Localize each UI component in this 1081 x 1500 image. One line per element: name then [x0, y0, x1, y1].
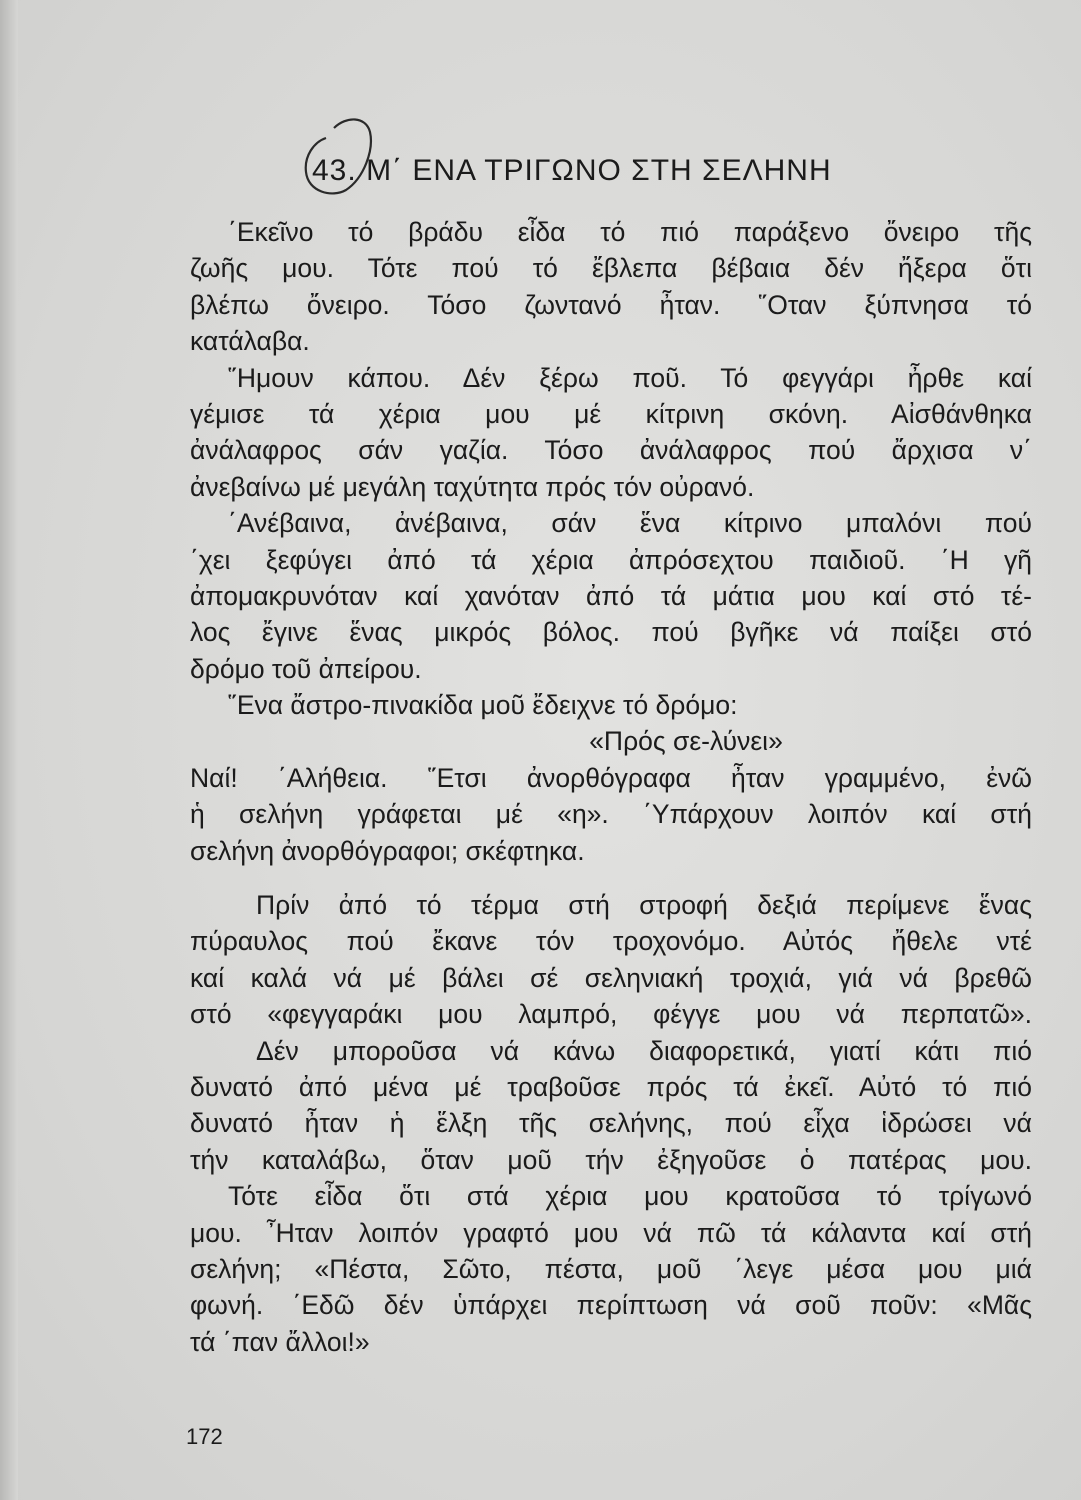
sign-text-line: «Πρός σε-λύνει»: [589, 726, 783, 757]
text-line: Ναί! ΄Αλήθεια. ῞Ετσι ἀνορθόγραφα ἦταν γραμμένο, ἐνῶ: [190, 762, 1032, 793]
text-line: ἀνεβαίνω μέ μεγάλη ταχύτητα πρός τόν οὐρανό.: [190, 471, 755, 502]
text-line: λος ἔγινε ἕνας μικρός βόλος. πού βγῆκε νά παίξει στό: [190, 617, 1032, 648]
text-line: Τότε εἶδα ὅτι στά χέρια μου κρατοῦσα τό τρίγωνό: [228, 1181, 1032, 1212]
text-line: ΄Εκεῖνο τό βράδυ εἶδα τό πιό παράξενο ὄνειρο τῆς: [228, 217, 1032, 247]
text-line: Δέν μποροῦσα νά κάνω διαφορετικά, γιατί κάτι πιό: [256, 1035, 1032, 1066]
text-line: ἀπομακρυνόταν καί χανόταν ἀπό τά μάτια μου καί στό τέ-: [190, 580, 1032, 611]
text-line: σελήνη ἀνορθόγραφοι; σκέφτηκα.: [190, 835, 585, 866]
text-line: ῞Ενα ἄστρο-πινακίδα μοῦ ἔδειχνε τό δρόμο:: [228, 690, 738, 721]
text-line: ζωῆς μου. Τότε πού τό ἔβλεπα βέβαια δέν ἤξερα ὅτι: [190, 253, 1032, 284]
text-line: σελήνη; «Πέστα, Σῶτο, πέστα, μοῦ ΄λεγε μέσα μου μιά: [190, 1253, 1032, 1284]
text-line: Πρίν ἀπό τό τέρμα στή στροφή δεξιά περίμενε ἕνας: [256, 890, 1032, 921]
text-line: ἀνάλαφρος σάν γαζία. Τόσο ἀνάλαφρος πού ἄρχισα ν΄: [190, 435, 1032, 466]
text-line: καί καλά νά μέ βάλει σέ σεληνιακή τροχιά, γιά νά βρεθῶ: [190, 962, 1032, 993]
text-line: τά ΄παν ἄλλοι!»: [190, 1326, 370, 1357]
text-line: δρόμο τοῦ ἀπείρου.: [190, 653, 422, 684]
page-gutter-shadow: [0, 0, 18, 1500]
text-line: στό «φεγγαράκι μου λαμπρό, φέγγε μου νά περπατῶ».: [190, 999, 1032, 1030]
text-line: βλέπω ὄνειρο. Τόσο ζωντανό ἦταν. ῞Οταν ξύπνησα τό: [190, 289, 1032, 320]
text-line: κατάλαβα.: [190, 326, 310, 357]
text-line: μου. ῏Ηταν λοιπόν γραφτό μου νά πῶ τά κάλαντα καί στή: [190, 1217, 1032, 1248]
text-line: τήν καταλάβω, ὅταν μοῦ τήν ἐξηγοῦσε ὁ πατέρας μου.: [190, 1144, 1032, 1175]
chapter-number: 43.: [312, 154, 357, 187]
text-line: γέμισε τά χέρια μου μέ κίτρινη σκόνη. Αἰσθάνθηκα: [190, 398, 1032, 429]
text-line: πύραυλος πού ἔκανε τόν τροχονόμο. Αὐτός ἤθελε ντέ: [190, 926, 1032, 957]
page-number: 172: [186, 1424, 223, 1449]
paragraph-gap: [190, 869, 1032, 887]
text-line: ΄Ανέβαινα, ἀνέβαινα, σάν ἕνα κίτρινο μπαλόνι πού: [228, 508, 1032, 539]
text-line: ῞Ημουν κάπου. Δέν ξέρω ποῦ. Τό φεγγάρι ἦρθε καί: [228, 362, 1032, 393]
chapter-body: [190, 214, 1032, 1360]
text-line: ΄χει ξεφύγει ἀπό τά χέρια ἀπρόσεχτου παιδιοῦ. ΄Η γῆ: [190, 544, 1032, 575]
text-line: φωνή. ΄Εδῶ δέν ὑπάρχει περίπτωση νά σοῦ ποῦν: «Μᾶς: [190, 1290, 1032, 1321]
text-line: δυνατό ἀπό μένα μέ τραβοῦσε πρός τά ἐκεῖ. Αὐτό τό πιό: [190, 1071, 1032, 1102]
chapter-title: Μ΄ ΕΝΑ ΤΡΙΓΩΝΟ ΣΤΗ ΣΕΛΗΝΗ: [366, 154, 832, 187]
text-line: δυνατό ἦταν ἡ ἕλξη τῆς σελήνης, πού εἶχα ἱδρώσει νά: [190, 1108, 1032, 1139]
chapter-heading: [312, 154, 832, 188]
text-line: ἡ σελήνη γράφεται μέ «η». ΄Υπάρχουν λοιπόν καί στή: [190, 799, 1032, 830]
